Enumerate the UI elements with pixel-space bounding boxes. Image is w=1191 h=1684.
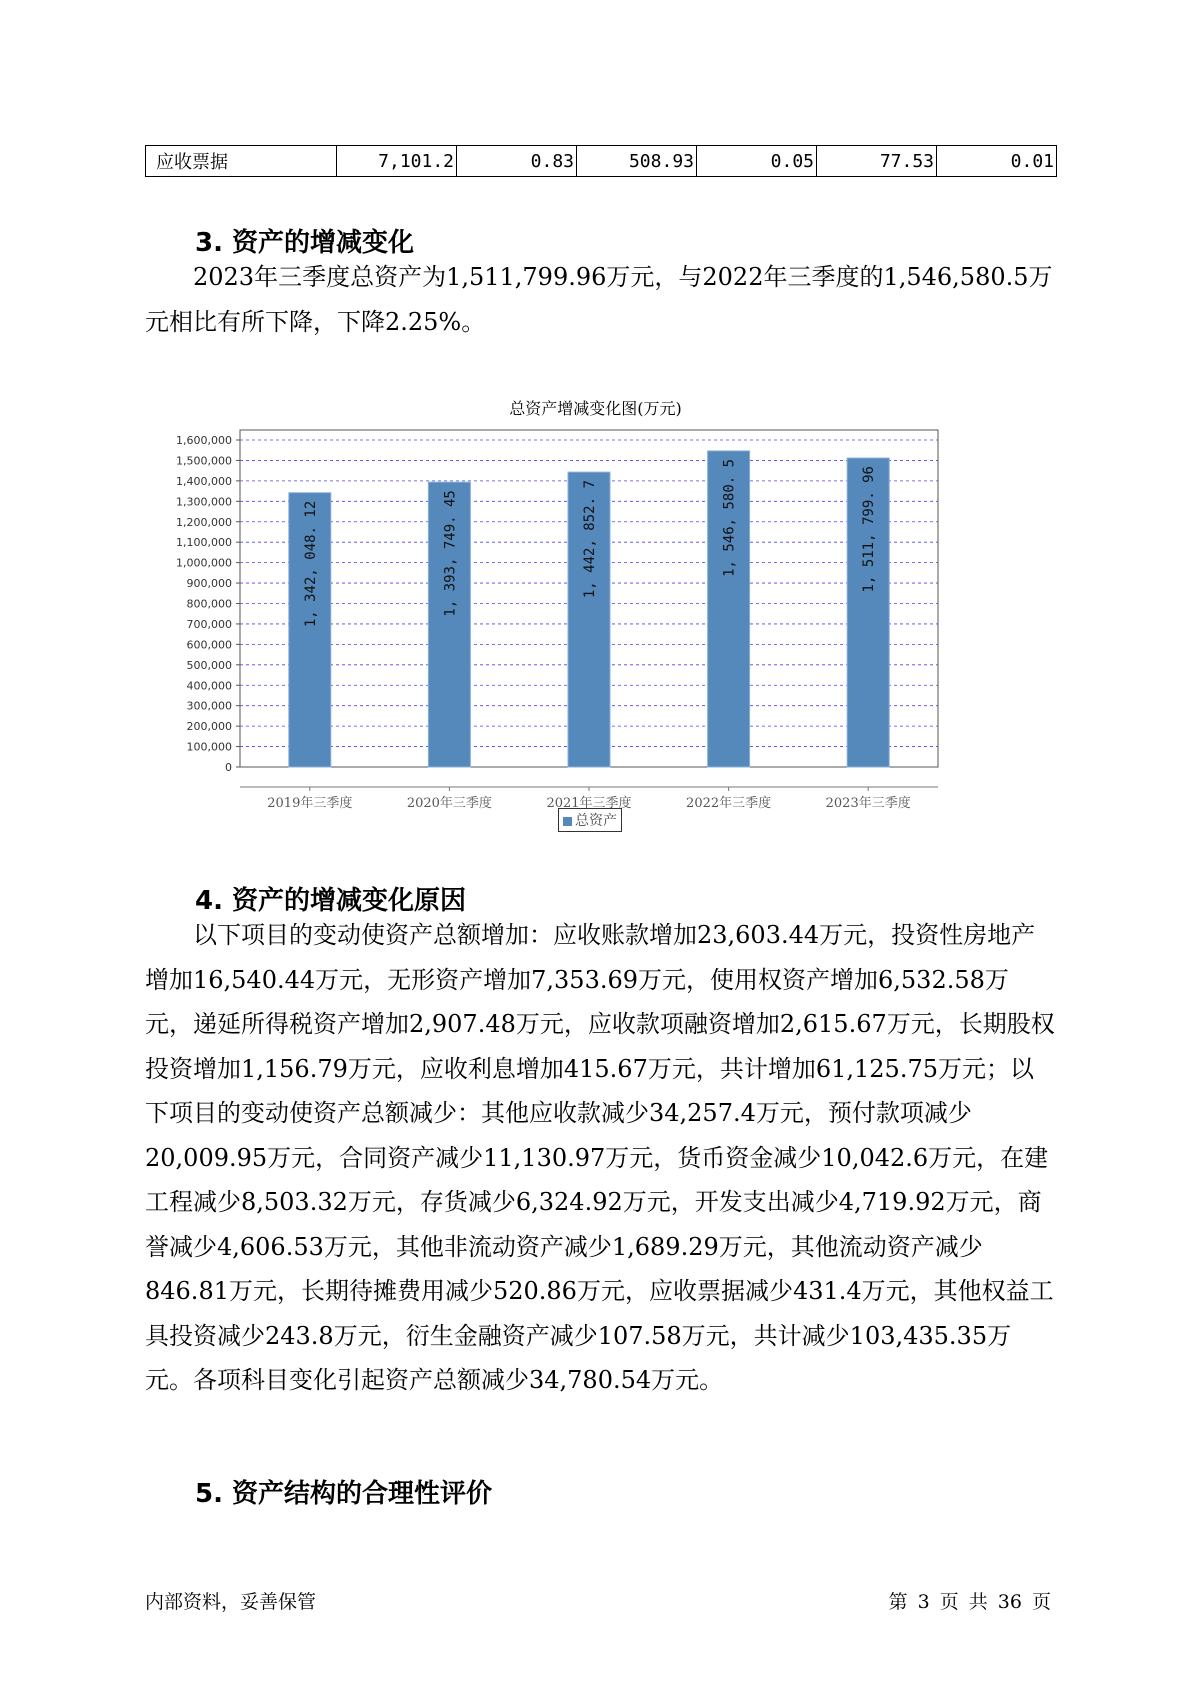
bar-data-label: 1, 442, 852. 7	[582, 480, 598, 599]
section-4-paragraph: 以下项目的变动使资产总额增加：应收账款增加23,603.44万元，投资性房地产增加16,540.44万元，无形资产增加7,353.69万元，使用权资产增加6,532.58万元，递延所得税资产增加2,907.48万元，应收款项融资增加2,615.67万元，长期股权投资增加1,156.79万元，应收利息增加415.67万元，共计增加61,125.75万元；以下项目的变动使资产总额减少：其他应收款减少34,257.4万元，预付款项减少20,009.95万元，合同资产减少11,130.97万元，货币资金减少10,042.6万元，在建工程减少8,503.32万元，存货减少6,324.92万元，开发支出减少4,719.92万元，商誉减少4,606.53万元，其他非流动资产减少1,689.29万元，其他流动资产减少846.81万元，长期待摊费用减少520.86万元，应收票据减少431.4万元，其他权益工具投资减少243.8万元，衍生金融资产减少107.58万元，共计减少103,435.35万元。各项科目变化引起资产总额减少34,780.54万元。	[145, 921, 1055, 1394]
y-tick-label: 600,000	[186, 638, 232, 652]
y-tick-label: 1,300,000	[176, 495, 232, 509]
y-tick-label: 400,000	[186, 679, 232, 693]
cell: 0.01	[937, 146, 1057, 177]
chart-title: 总资产增减变化图(万元)	[509, 399, 682, 418]
y-tick-label: 1,200,000	[176, 515, 232, 529]
bar-chart	[160, 425, 960, 811]
chart-legend	[558, 808, 622, 832]
y-tick-label: 200,000	[186, 720, 232, 734]
x-tick-label: 2021年三季度	[546, 796, 632, 811]
cell: 0.83	[457, 146, 577, 177]
cell: 77.53	[817, 146, 937, 177]
table-row	[146, 146, 1057, 177]
y-tick-label: 1,400,000	[176, 474, 232, 488]
row-label: 应收票据	[146, 146, 337, 177]
y-tick-label: 900,000	[186, 577, 232, 591]
cell: 0.05	[697, 146, 817, 177]
x-tick-label: 2023年三季度	[825, 796, 911, 811]
legend-swatch	[563, 817, 572, 826]
bar-data-label: 1, 342, 048. 12	[302, 500, 319, 628]
data-table	[145, 145, 1057, 177]
y-tick-label: 800,000	[186, 597, 232, 611]
x-tick-label: 2020年三季度	[406, 796, 492, 811]
section-heading-3: 3. 资产的增减变化	[195, 228, 415, 258]
footer-page-number: 第 3 页 共 36 页	[888, 1591, 1051, 1613]
cell: 7,101.2	[337, 146, 457, 177]
y-tick-label: 0	[225, 761, 232, 774]
y-tick-label: 500,000	[186, 658, 232, 672]
section-heading-4: 4. 资产的增减变化原因	[195, 886, 467, 916]
y-tick-label: 1,600,000	[176, 434, 232, 447]
footer-confidential: 内部资料，妥善保管	[145, 1591, 317, 1613]
section-3-paragraph: 2023年三季度总资产为1,511,799.96万元，与2022年三季度的1,546,580.5万元相比有所下降，下降2.25%。	[145, 263, 1053, 336]
section-heading-5: 5. 资产结构的合理性评价	[195, 1479, 493, 1509]
y-tick-label: 1,000,000	[176, 556, 232, 570]
y-tick-label: 100,000	[186, 740, 232, 754]
bar-data-label: 1, 393, 749. 45	[442, 490, 459, 617]
legend-label: 总资产	[575, 813, 617, 829]
y-tick-label: 1,500,000	[176, 454, 232, 468]
bar-data-label: 1, 511, 799. 96	[861, 466, 878, 593]
y-tick-label: 700,000	[186, 617, 232, 631]
cell: 508.93	[577, 146, 697, 177]
y-tick-label: 300,000	[186, 699, 232, 713]
y-tick-label: 1,100,000	[176, 536, 232, 550]
x-tick-label: 2022年三季度	[686, 796, 772, 811]
x-tick-label: 2019年三季度	[267, 796, 353, 811]
bar-data-label: 1, 546, 580. 5	[721, 458, 738, 577]
